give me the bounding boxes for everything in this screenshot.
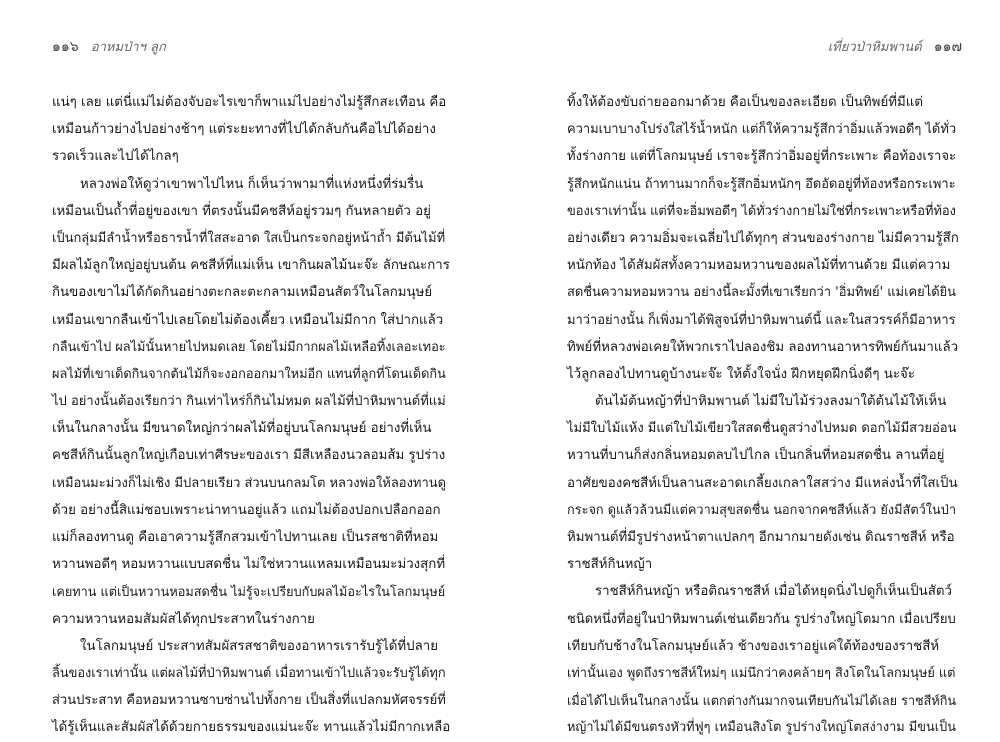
text-line: หวานพอดีๆ หอมหวานแบบสดชื่น ไม่ใช่หวานแหลมเหมือนมะม่วงสุกที่: [52, 557, 446, 573]
text-line: มีผลไม้ลูกใหญ่อยู่บนต้น คชสีห์ที่แม่เห็น เขากินผลไม้นะจ๊ะ ลักษณะการ: [52, 258, 450, 274]
left-body-text: [52, 89, 450, 742]
text-line: เมื่อได้ไปเห็นในกลางนั้น แตกต่างกันมากจนเทียบกันไม่ได้เลย ราชสีห์กิน: [567, 693, 957, 709]
text-line: ไว้ลูกลองไปทานดูบ้างนะจ๊ะ ให้ตั้งใจนั่ง ฝึกหยุดฝึกนิ่งดีๆ นะจ๊ะ: [567, 366, 915, 382]
text-line: ความหวานหอมสัมผัสได้ทุกประสาทในร่างกาย: [52, 611, 315, 627]
text-line: ได้รู้เห็นและสัมผัสได้ด้วยกายธรรมของแม่นะจ๊ะ ทานแล้วไม่มีกากเหลือ: [52, 720, 451, 736]
text-line: ด้วย อย่างนี้สิแม่ชอบเพราะน่าทานอยู่แล้ว แถมไม่ต้องปอกเปลือกออก: [52, 502, 441, 518]
text-line: หญ้าไม่ได้มีขนตรงหัวที่ฟูๆ เหมือนสิงโต รูปร่างใหญ่โตสง่างาม มีขนเป็น: [567, 720, 956, 736]
left-page-number: ๑๑๖: [52, 39, 79, 55]
text-line: ลิ้นของเราเท่านั้น แต่ผลไม้ที่ป่าหิมพานต์ เมื่อทานเข้าไปแล้วจะรับรู้ได้ทุก: [52, 665, 446, 681]
text-line: หิมพานต์ที่มีรูปร่างหน้าตาแปลกๆ อีกมากมายดังเช่น ดิณราชสีห์ หรือ: [567, 530, 955, 545]
right-running-header: [828, 36, 962, 58]
text-line: ราชสีห์กินหญ้า หรือติณราชสีห์ เมื่อได้หยุดนิ่งไปดูก็เห็นเป็นสัตว์: [595, 584, 952, 600]
text-line: อาศัยของคชสีห์เป็นลานสะอาดเกลี้ยงเกลาใสสว่าง มีแหล่งน้ำที่ใสเป็น: [567, 475, 958, 491]
text-line: เทียบกับช้างในโลกมนุษย์แล้ว ช้างของเราอยู่แค่ใต้ท้องของราชสีห์: [567, 638, 940, 654]
text-line: เหมือนเขากลืนเข้าไปเลยโดยไม่ต้องเคี้ยว เหมือนไม่มีกาก ใส่ปากแล้ว: [52, 312, 444, 328]
text-line: แน่ๆ เลย แต่นี่แม่ไม่ต้องจับอะไรเขาก็พาแม่ไปอย่างไม่รู้สึกสะเทือน คือ: [52, 95, 447, 110]
right-page-number: ๑๑๗: [933, 39, 962, 55]
text-line: มาว่าอย่างนั้น ก็เพิ่งมาได้พิสูจน์ที่ป่าหิมพานต์นี้ และในสวรรค์ก็มีอาหาร: [567, 312, 956, 328]
text-line: ราชสีห์กินหญ้า: [567, 557, 653, 573]
text-line: เหมือนเป็นถ้ำที่อยู่ของเขา ที่ตรงนั้นมีคชสีห์อยู่รวมๆ กันหลายตัว อยู่: [52, 203, 431, 219]
text-line: ทิพย์ที่หลวงพ่อเคยให้พวกเราไปลองชิม ลองทานอาหารทิพย์กันมาแล้ว: [567, 339, 959, 355]
text-line: หนักท้อง ได้สัมผัสทั้งความหอมหวานของผลไม้ที่ทานด้วย มีแต่ความ: [567, 258, 951, 274]
text-line: สดชื่นความหอมหวาน อย่างนี้ละมั้งที่เขาเรียกว่า 'อิ่มทิพย์' แม่เคยได้ยิน: [567, 285, 957, 301]
text-line: ในโลกมนุษย์ ประสาทสัมผัสรสชาติของอาหารเรารับรู้ได้ที่ปลาย: [80, 638, 439, 654]
left-page: [0, 0, 500, 736]
text-line: กินของเขาไม่ได้กัดกินอย่างตะกละตะกลามเหมือนสัตว์ในโลกมนุษย์: [52, 285, 433, 301]
text-line: ชนิดหนึ่งที่อยู่ในป่าหิมพานต์เช่นเดียวกัน รูปร่างใหญ่โตมาก เมื่อเปรียบ: [567, 611, 956, 627]
right-body-text: [567, 89, 960, 742]
text-line: กลืนเข้าไป ผลไม้นั้นหายไปหมดเลย โดยไม่มีกากผลไม้เหลือทิ้งเลอะเทอะ: [52, 339, 446, 355]
text-line: ผลไม้ที่เขาเด็ดกินจากต้นไม้ก็จะงอกออกมาใหม่อีก แทนที่ลูกที่โดนเด็ดกิน: [52, 366, 446, 382]
text-line: เห็นในกลางนั้น มีขนาดใหญ่กว่าผลไม้ที่อยู่บนโลกมนุษย์ อย่างที่เห็น: [52, 421, 432, 437]
text-line: เหมือนมะม่วงก็ไม่เชิง มีปลายเรียว ส่วนบนกลมโต หลวงพ่อให้ลองทานดู: [52, 475, 447, 491]
text-line: ไม่มีใบไม้แห้ง มีแต่ใบไม้เขียวใสสดชื่นดูสว่างไปหมด ดอกไม้มีสวยอ่อน: [567, 421, 957, 437]
left-running-header: [52, 36, 166, 58]
text-line: รู้สึกหนักแน่น ถ้าทานมากก็จะรู้สึกอิ่มหนักๆ อึดอัดอยู่ที่ท้องหรือกระเพาะ: [567, 176, 956, 192]
text-line: ความเบาบางโปร่งใสไร้น้ำหนัก แต่ก็ให้ความรู้สึกว่าอิ่มแล้วพอดีๆ ได้ทั่ว: [567, 122, 957, 138]
text-line: หวานที่บานก็ส่งกลิ่นหอมตลบไปไกล เป็นกลิ่นที่หอมสดชื่น ลานที่อยู่: [567, 448, 945, 464]
text-line: หลวงพ่อให้ดูว่าเขาพาไปไหน ก็เห็นว่าพามาที่แห่งหนึ่งที่ร่มรื่น: [80, 176, 424, 192]
text-line: เคยทาน แต่เป็นหวานหอมสดชื่น ไม่รู้จะเปรียบกับผลไม้อะไรในโลกมนุษย์: [52, 584, 446, 600]
right-running-title: เที่ยวป่าหิมพานต์: [827, 40, 922, 55]
left-running-title: อาหมป่าฯ ลูก: [90, 40, 166, 55]
text-line: ไป อย่างนั้นต้องเรียกว่า กินเท่าไหร่ก็กินไม่หมด ผลไม้ที่ป่าหิมพานต์ที่แม่: [52, 394, 446, 410]
text-line: ทิ้งให้ต้องขับถ่ายออกมาด้วย คือเป็นของละเอียด เป็นทิพย์ที่มีแต่: [567, 95, 923, 110]
text-line: ของเราเท่านั้น แต่ที่จะอิ่มพอดีๆ ได้ทั่วร่างกายไม่ใช่ที่กระเพาะหรือที่ท้อง: [567, 203, 956, 219]
text-line: ต้นไม้ต้นหญ้าที่ป่าหิมพานต์ ไม่มีใบไม้ร่วงลงมาใต้ต้นไม้ให้เห็น: [595, 394, 947, 410]
text-line: เป็นกลุ่มมีลำน้ำหรือธารน้ำที่ใสสะอาด ใสเป็นกระจกอยู่หน้าถ้ำ มีต้นไม้ที่: [52, 230, 446, 246]
text-line: ทั้งร่างกาย แต่ที่โลกมนุษย์ เราจะรู้สึกว่าอิ่มอยู่ที่กระเพาะ คือท้องเราจะ: [567, 149, 957, 165]
text-line: เท่านั้นเอง พูดถึงราชสีห์ใหม่ๆ แม่นึกว่าคงคล้ายๆ สิงโตในโลกมนุษย์ แต่: [567, 665, 956, 681]
text-line: กระจก ดูแล้วล้วนมีแต่ความสุขสดชื่น นอกจากคชสีห์แล้ว ยังมีสัตว์ในป่า: [567, 502, 957, 518]
text-line: ส่วนประสาท คือหอมหวานซาบซ่านไปทั้งกาย เป็นสิ่งที่แปลกมหัศจรรย์ที่: [52, 693, 446, 709]
text-line: แม่ก็ลองทานดู คือเอาความรู้สึกสวมเข้าไปทานเลย เป็นรสชาติที่หอม: [52, 530, 439, 545]
text-line: อย่างเดียว ความอิ่มจะเฉลี่ยไปได้ทุกๆ ส่วนของร่างกาย ไม่มีความรู้สึก: [567, 230, 959, 246]
text-line: เหมือนก้าวย่างไปอย่างช้าๆ แต่ระยะทางที่ไปได้กลับกันคือไปได้อย่าง: [52, 122, 436, 138]
text-line: รวดเร็วและไปได้ไกลๆ: [52, 149, 179, 165]
text-line: คชสีห์กินนั้นลูกใหญ่เกือบเท่าศีรษะของเรา มีสีเหลืองนวลอมส้ม รูปร่าง: [52, 448, 446, 464]
right-page: [500, 0, 1000, 736]
